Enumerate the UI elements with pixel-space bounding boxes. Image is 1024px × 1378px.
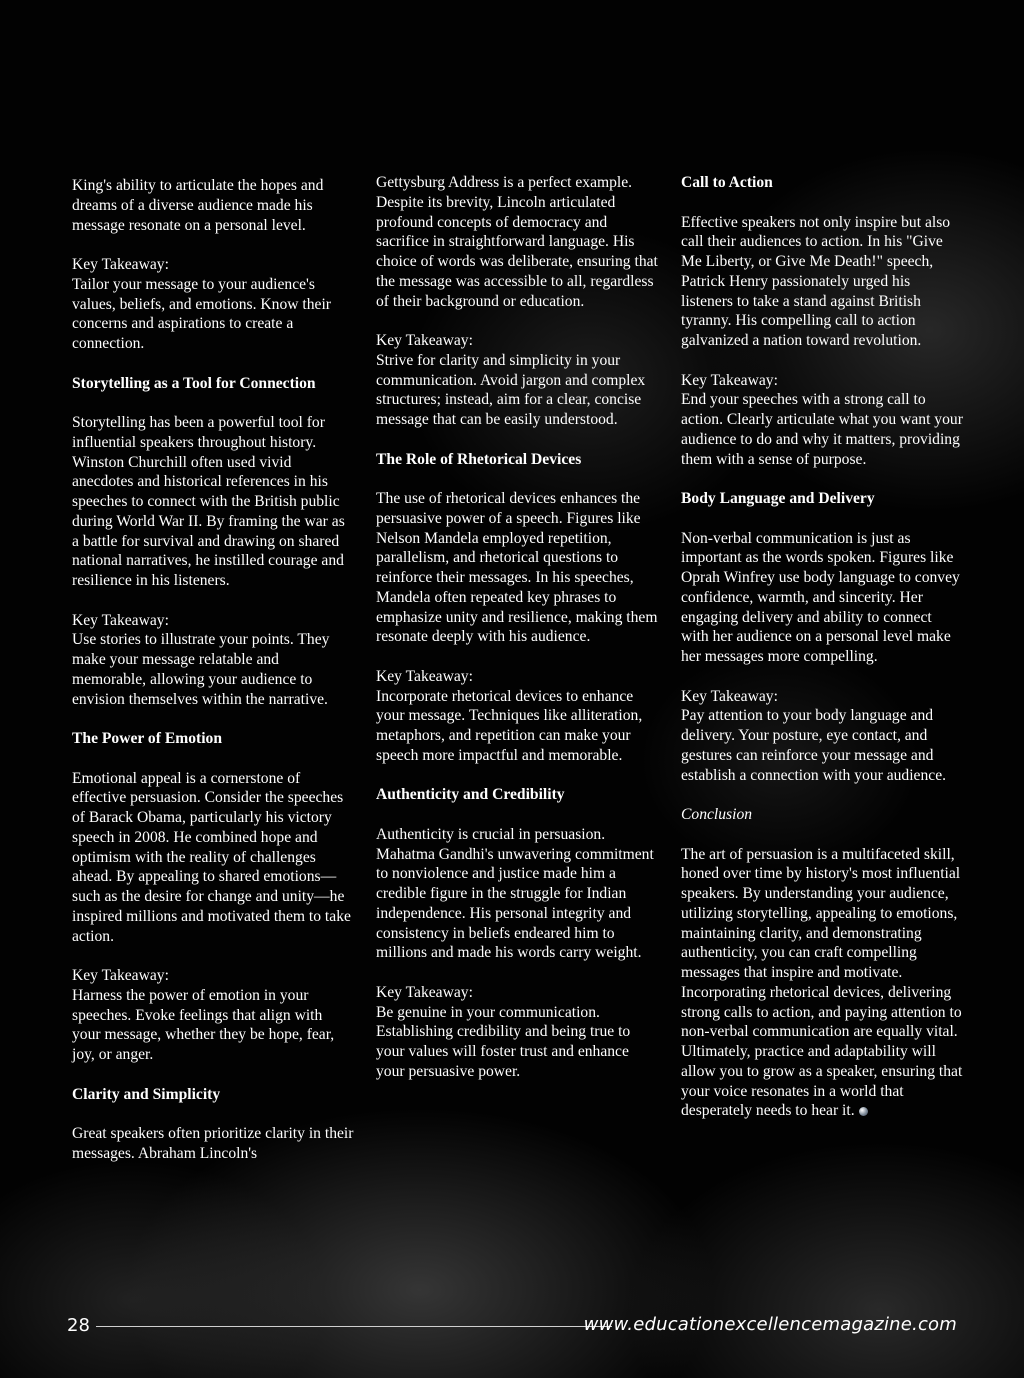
- body-text: Great speakers often prioritize clarity in their messages. Abraham Lincoln's: [72, 1125, 354, 1162]
- key-takeaway-text: End your speeches with a strong call to action. Clearly articulate what you want your audience to do and why it matters, providing them with a sense of purpose.: [681, 391, 963, 468]
- key-takeaway-text: Tailor your message to your audience's values, beliefs, and emotions. Know their concerns and aspirations to create a connection.: [72, 275, 331, 352]
- key-takeaway-label: Key Takeaway:: [376, 667, 473, 685]
- key-takeaway: [681, 371, 963, 470]
- body-text: The art of persuasion is a multifaceted skill, honed over time by history's most influential speakers. By understanding your audience, utilizing storytelling, appealing to emotions, maintaining clarity, and demonstrating authenticity, you can craft compelling messages that inspire and motivate. Incorporating rhetorical devices, delivering strong calls to action, and paying attention to non-verbal communication are equally vital. Ultimately, practice and adaptability will allow you to grow as a speaker, ensuring that your voice resonates in a world that desperately needs to hear it.: [681, 845, 963, 1120]
- body-text: Effective speakers not only inspire but also call their audiences to action. In his "Give Me Liberty, or Give Me Death!" speech, Patrick Henry passionately urged his listeners to take a stand against British tyranny. His compelling call to action galvanized a nation toward revolution.: [681, 213, 951, 349]
- body-text: Emotional appeal is a cornerstone of effective persuasion. Consider the speeches of Barack Obama, particularly his victory speech in 2008. He combined hope and optimism with the reality of challenges ahead. By appealing to shared emotions—such as the desire for change and unity—he inspired millions and motivated them to take action.: [72, 769, 351, 945]
- section-heading: Authenticity and Credibility: [376, 786, 565, 804]
- key-takeaway: [72, 255, 354, 354]
- key-takeaway: [376, 331, 658, 430]
- section-heading: Storytelling as a Tool for Connection: [72, 374, 316, 392]
- body-text: The use of rhetorical devices enhances the persuasive power of a speech. Figures like Nelson Mandela employed repetition, parallelism, and rhetorical questions to reinforce their messages. In his speeches, Mandela often repeated key phrases to emphasize unity and resilience, making them resonate deeply with his audience.: [376, 490, 658, 646]
- article-column-3: [681, 173, 963, 1121]
- body-paragraph: [681, 529, 963, 667]
- article-column-1: [72, 176, 354, 1164]
- end-of-article-icon: [859, 1107, 868, 1116]
- key-takeaway-label: Key Takeaway:: [376, 332, 473, 349]
- body-paragraph: [681, 213, 963, 351]
- key-takeaway-label: Key Takeaway:: [72, 967, 169, 984]
- key-takeaway-text: Be genuine in your communication. Establishing credibility and being true to your values will foster trust and enhance your persuasive power.: [376, 1003, 631, 1080]
- key-takeaway-text: Pay attention to your body language and delivery. Your posture, eye contact, and gestures can reinforce your message and establish a connection with your audience.: [681, 707, 947, 784]
- key-takeaway-label: Key Takeaway:: [72, 611, 169, 629]
- section-heading: The Power of Emotion: [72, 730, 223, 747]
- body-text: Gettysburg Address is a perfect example. Despite its brevity, Lincoln articulated profound concepts of democracy and sacrifice in straightforward language. His choice of words was deliberate, ensuring that the message was accessible to all, regardless of their background or education.: [376, 174, 658, 310]
- key-takeaway: [376, 667, 658, 766]
- section-heading: Clarity and Simplicity: [72, 1085, 221, 1103]
- body-paragraph: [72, 1124, 354, 1164]
- key-takeaway-label: Key Takeaway:: [681, 687, 778, 705]
- key-takeaway-text: Harness the power of emotion in your speeches. Evoke feelings that align with your message, whether they be hope, fear, joy, or anger.: [72, 986, 335, 1063]
- body-text: Authenticity is crucial in persuasion. Mahatma Gandhi's unwavering commitment to nonviolence and justice made him a credible figure in the struggle for Indian independence. His personal integrity and consistency in beliefs endeared him to millions and made his words carry weight.: [376, 825, 654, 962]
- body-paragraph: [72, 769, 354, 947]
- page-footer: [0, 1308, 1024, 1344]
- key-takeaway: [72, 966, 354, 1065]
- section-heading: Body Language and Delivery: [681, 490, 875, 507]
- body-text: King's ability to articulate the hopes and dreams of a diverse audience made his message resonate on a personal level.: [72, 177, 324, 234]
- conclusion-heading: Conclusion: [681, 806, 753, 823]
- magazine-url: www.educationexcellencemagazine.com: [583, 1314, 957, 1335]
- body-paragraph: [376, 489, 658, 647]
- section-heading: Call to Action: [681, 174, 773, 191]
- key-takeaway-text: Use stories to illustrate your points. They make your message relatable and memorable, allowing your audience to envision themselves within the narrative.: [72, 631, 330, 708]
- body-paragraph: [72, 413, 354, 591]
- article-column-2: [376, 173, 658, 1082]
- key-takeaway-label: Key Takeaway:: [681, 371, 778, 389]
- key-takeaway-label: Key Takeaway:: [376, 983, 473, 1001]
- key-takeaway-text: Strive for clarity and simplicity in your communication. Avoid jargon and complex structures; instead, aim for a clear, concise message that can be easily understood.: [376, 351, 646, 428]
- body-text: Storytelling has been a powerful tool for influential speakers throughout history. Winston Churchill often used vivid anecdotes and historical references in his speeches to connect with the British public during World War II. By framing the war as a battle for survival and drawing on shared national narratives, he instilled courage and resilience in his listeners.: [72, 414, 345, 589]
- page-number: 28: [67, 1315, 90, 1336]
- section-heading: The Role of Rhetorical Devices: [376, 450, 582, 468]
- body-paragraph: [681, 845, 963, 1122]
- key-takeaway: [72, 611, 354, 710]
- body-paragraph: [376, 173, 658, 311]
- footer-divider: [96, 1326, 612, 1327]
- key-takeaway: [376, 983, 658, 1082]
- body-paragraph: [376, 825, 658, 963]
- body-paragraph: [72, 176, 354, 235]
- key-takeaway: [681, 687, 963, 786]
- key-takeaway-text: Incorporate rhetorical devices to enhance your message. Techniques like alliteration, metaphors, and repetition can make your speech more impactful and memorable.: [376, 687, 643, 764]
- key-takeaway-label: Key Takeaway:: [72, 256, 169, 273]
- body-text: Non-verbal communication is just as important as the words spoken. Figures like Oprah Winfrey use body language to convey confidence, warmth, and sincerity. Her engaging delivery and ability to connect with her audience on a personal level make her messages more compelling.: [681, 529, 960, 665]
